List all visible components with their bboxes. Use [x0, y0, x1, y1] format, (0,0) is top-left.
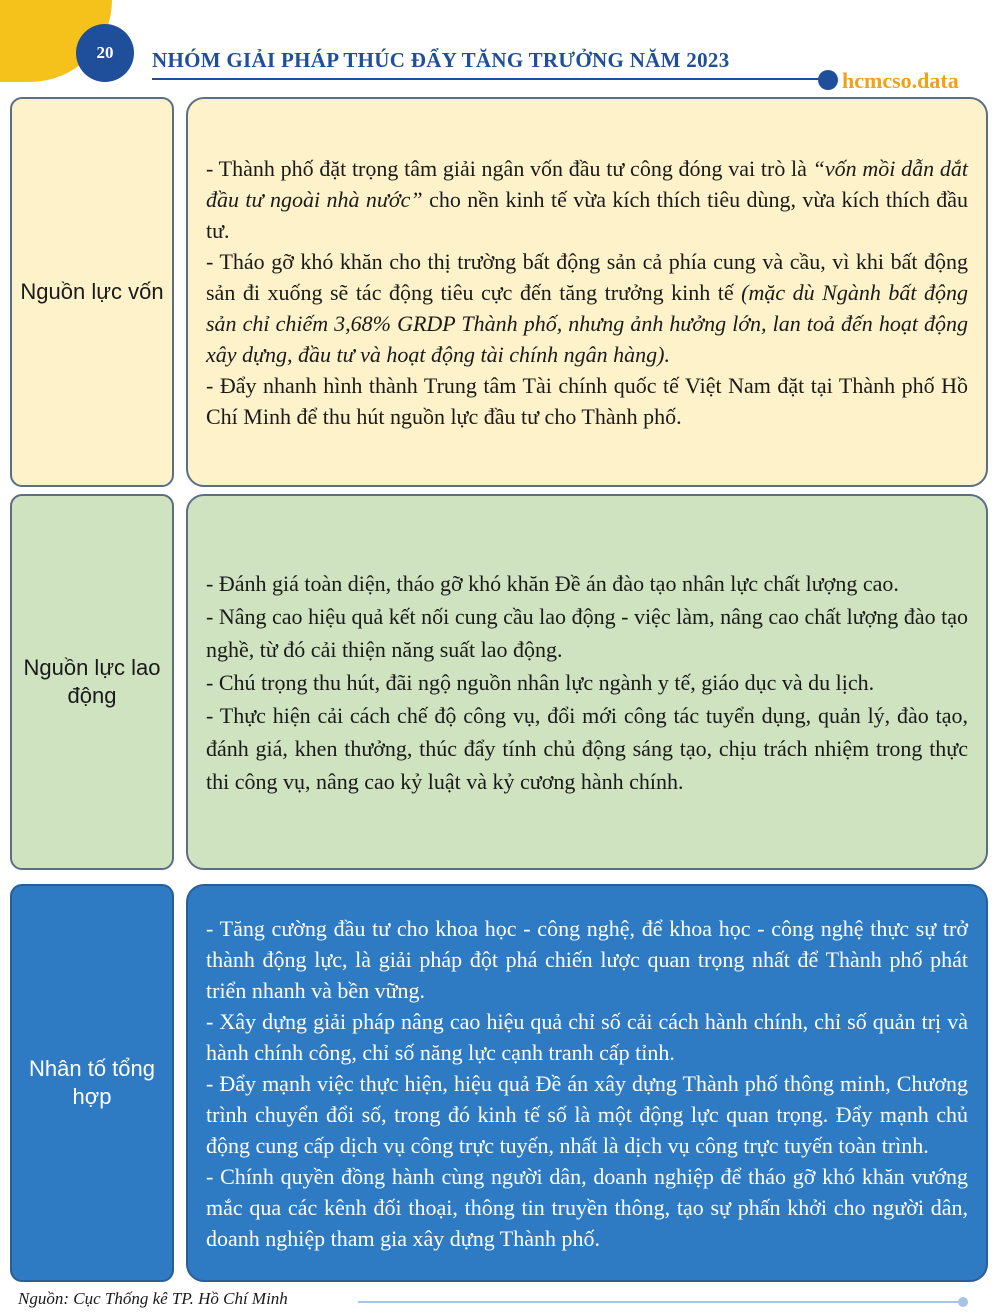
- list-item: - Thực hiện cải cách chế độ công vụ, đổi mới công tác tuyển dụng, quản lý, đào tạo, đánh giá, khen thưởng, thúc đẩy tính chủ động sáng tạo, chịu trách nhiệm trong thực thi công vụ, nâng cao kỷ luật và kỷ cương hành chính.: [206, 702, 968, 794]
- row-label-text: Nhân tố tổng hợp: [29, 1056, 155, 1109]
- row-label-von: [10, 97, 174, 487]
- item-text: - Tháo gỡ khó khăn cho thị trường bất động sản cả phía cung và cầu, vì khi bất động sản đi xuống sẽ tác động tiêu cực đến tăng trưởng kinh tế: [206, 248, 968, 305]
- row-content-von: [186, 97, 988, 487]
- brand-label: hcmcso.data: [842, 68, 959, 93]
- list-item: - Chính quyền đồng hành cùng người dân, doanh nghiệp để tháo gỡ khó khăn vướng mắc qua các kênh đối thoại, thông tin truyền thông, tạo sự phấn khởi cho người dân, doanh nghiệp tham gia xây dựng Thành phố.: [206, 1163, 968, 1251]
- list-item: - Nâng cao hiệu quả kết nối cung cầu lao động - việc làm, nâng cao chất lượng đào tạo nghề, từ đó cải thiện năng suất lao động.: [206, 603, 968, 662]
- item-emphasis: (mặc dù Ngành bất động sản chỉ chiếm 3,68% GRDP Thành phố, nhưng ảnh hưởng lớn, lan toả đến hoạt động xây dựng, đầu tư và hoạt động tài chính ngân hàng).: [206, 279, 968, 367]
- list-item: [206, 153, 968, 246]
- brand-dot-icon: [818, 70, 838, 90]
- list-item: - Đẩy nhanh hình thành Trung tâm Tài chính quốc tế Việt Nam đặt tại Thành phố Hồ Chí Minh để thu hút nguồn lực đầu tư cho Thành phố.: [206, 372, 968, 429]
- item-emphasis: “vốn mồi dẫn dắt đầu tư ngoài nhà nước”: [206, 155, 968, 212]
- row-label-tong-hop: [10, 884, 174, 1282]
- source-note: Nguồn: Cục Thống kê TP. Hồ Chí Minh: [18, 1289, 288, 1308]
- footer-rule: [358, 1301, 958, 1303]
- title-underline: [152, 78, 820, 80]
- row-label-lao-dong: [10, 494, 174, 870]
- row-label-text: Nguồn lực lao động: [23, 655, 161, 708]
- list-item: - Tăng cường đầu tư cho khoa học - công nghệ, để khoa học - công nghệ thực sự trở thành động lực, là giải pháp đột phá chiến lược quan trọng nhất để Thành phố phát triển nhanh và bền vững.: [206, 915, 968, 1003]
- list-item: [206, 246, 968, 370]
- row-label-text: Nguồn lực vốn: [20, 279, 164, 304]
- footer-dot-icon: [958, 1297, 968, 1307]
- item-text: - Thành phố đặt trọng tâm giải ngân vốn đầu tư công đóng vai trò là: [206, 155, 813, 181]
- page-title: NHÓM GIẢI PHÁP THÚC ĐẨY TĂNG TRƯỞNG NĂM 2023: [152, 48, 730, 72]
- item-text: cho nền kinh tế vừa kích thích tiêu dùng, vừa kích thích đầu tư.: [206, 186, 968, 243]
- page-number-badge: [76, 24, 134, 82]
- list-item: - Chú trọng thu hút, đãi ngộ nguồn nhân lực ngành y tế, giáo dục và du lịch.: [206, 669, 875, 695]
- list-item: - Đẩy mạnh việc thực hiện, hiệu quả Đề án xây dựng Thành phố thông minh, Chương trình chuyển đổi số, trong đó kinh tế số là một động lực quan trọng. Đẩy mạnh chủ động cung cấp dịch vụ công trực tuyến, nhất là dịch vụ công trực tuyến toàn trình.: [206, 1070, 968, 1158]
- row-content-tong-hop: [186, 884, 988, 1282]
- list-item: - Xây dựng giải pháp nâng cao hiệu quả chỉ số cải cách hành chính, chỉ số quản trị và hành chính công, chỉ số năng lực cạnh tranh cấp tỉnh.: [206, 1008, 968, 1065]
- list-item: - Đánh giá toàn diện, tháo gỡ khó khăn Đề án đào tạo nhân lực chất lượng cao.: [206, 570, 899, 596]
- page-number: 20: [96, 43, 114, 62]
- row-content-lao-dong: [186, 494, 988, 870]
